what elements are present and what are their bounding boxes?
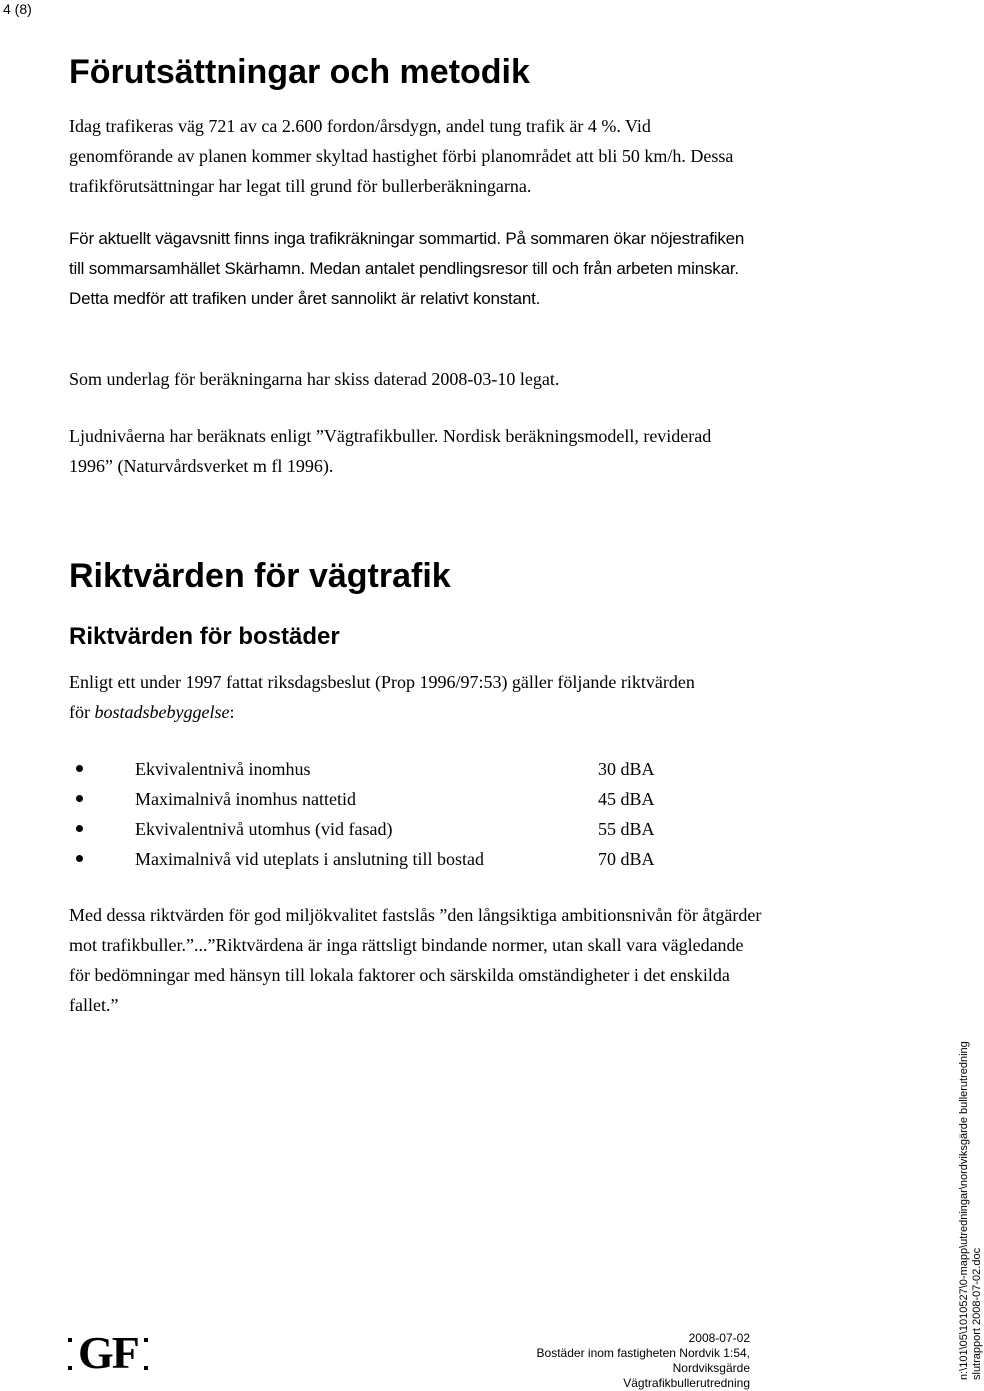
paragraph-method: Ljudnivåerna har beräknats enligt ”Vägtrafikbuller. Nordisk beräkningsmodell, reviderad 1996” (Naturvårdsverket m fl 1996). <box>69 426 712 476</box>
guideline-list <box>69 754 709 874</box>
list-item <box>69 754 709 784</box>
intro-colon: : <box>229 702 235 722</box>
paragraph-closing: Med dessa riktvärden för god miljökvalitet fastslås ”den långsiktiga ambitionsnivån för åtgärder mot trafikbuller.”...”Riktvärdena är inga rättsligt bindande normer, utan skall vara vägledande för bedömningar med hänsyn till lokala faktorer och särskilda omständigheter i det enskilda fallet.” <box>69 905 762 1015</box>
section-heading-riktvarden: Riktvärden för vägtrafik <box>69 557 451 595</box>
guideline-value: 70 dBA <box>598 849 655 869</box>
bullet-icon <box>76 795 83 802</box>
guideline-label: Ekvivalentnivå utomhus (vid fasad) <box>135 819 393 839</box>
paragraph-riksdagsbeslut <box>69 667 719 727</box>
guideline-value: 30 dBA <box>598 759 655 779</box>
footer-project: Bostäder inom fastigheten Nordvik 1:54, Nordviksgärde <box>536 1346 750 1375</box>
footer-date: 2008-07-02 <box>688 1331 750 1345</box>
paragraph-basis: Som underlag för beräkningarna har skiss daterad 2008-03-10 legat. <box>69 369 560 389</box>
intro-emphasis: bostadsbebyggelse <box>94 702 230 722</box>
bullet-icon <box>76 825 83 832</box>
guideline-value: 45 dBA <box>598 789 655 809</box>
logo-text: GF <box>78 1327 138 1378</box>
file-path: n:\101\05\1010527\0-mapp\utredningar\nordviksgärde bullerutredning <box>958 1041 970 1380</box>
bullet-icon <box>76 765 83 772</box>
intro-text: Enligt ett under 1997 fattat riksdagsbeslut (Prop 1996/97:53) gäller följande riktvärden för <box>69 672 695 722</box>
section-heading-forutsattningar: Förutsättningar och metodik <box>69 53 530 91</box>
page-number: 4 (8) <box>3 1 32 17</box>
list-item <box>69 844 709 874</box>
bullet-icon <box>76 855 83 862</box>
file-name: slutrapport 2008-07-02.doc <box>971 1247 983 1380</box>
footer <box>470 1331 750 1391</box>
list-item <box>69 814 709 844</box>
guideline-label: Maximalnivå vid uteplats i anslutning till bostad <box>135 849 484 869</box>
file-path-sidebar <box>958 1041 984 1380</box>
footer-report-type: Vägtrafikbullerutredning <box>623 1376 750 1390</box>
guideline-label: Maximalnivå inomhus nattetid <box>135 789 356 809</box>
subheading-bostader: Riktvärden för bostäder <box>69 623 340 650</box>
list-item <box>69 784 709 814</box>
guideline-value: 55 dBA <box>598 819 655 839</box>
guideline-label: Ekvivalentnivå inomhus <box>135 759 311 779</box>
paragraph-summer: För aktuellt vägavsnitt finns inga trafikräkningar sommartid. På sommaren ökar nöjestrafiken till sommarsamhället Skärhamn. Medan antalet pendlingsresor till och från arbeten minskar. Detta medför att trafiken under året sannolikt är relativt konstant. <box>69 229 745 308</box>
paragraph-traffic: Idag trafikeras väg 721 av ca 2.600 fordon/årsdygn, andel tung trafik är 4 %. Vid genomförande av planen kommer skyltad hastighet förbi planområdet att bli 50 km/h. Dessa trafikförutsättningar har legat till grund för bullerberäkningarna. <box>69 116 734 196</box>
